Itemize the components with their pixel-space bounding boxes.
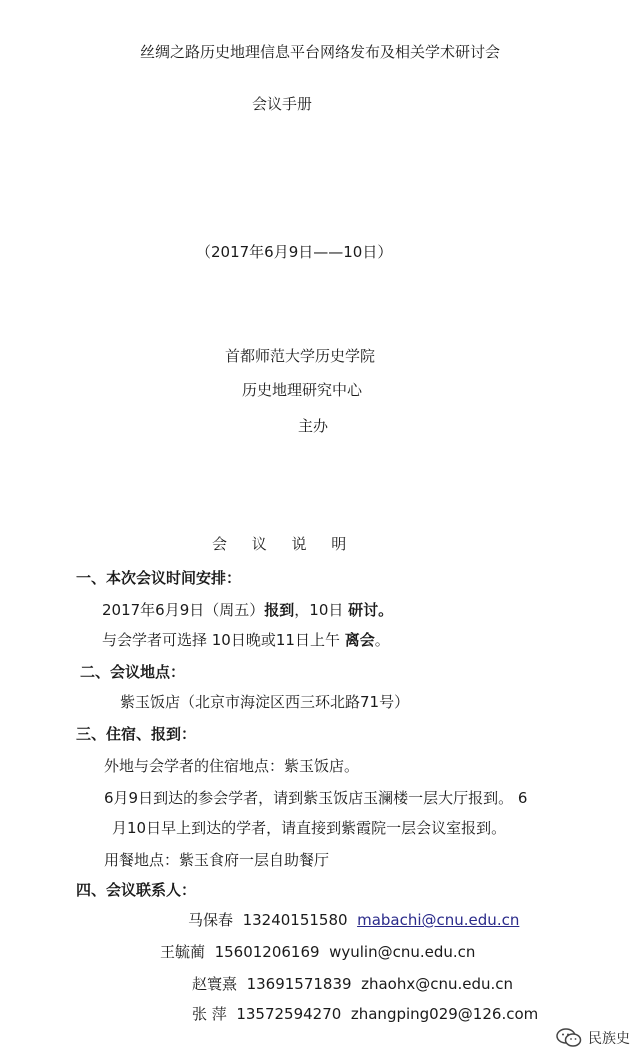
section-1-line-1 [102,600,393,620]
contact-name: 张 萍 [192,1005,227,1023]
contact-email-link[interactable]: mabachi@cnu.edu.cn [357,911,520,929]
contact-name: 赵寰熹 [192,975,238,993]
wechat-watermark [556,1028,630,1048]
contact-phone: 13572594270 [236,1005,342,1023]
registration-june-9: 6月9日到达的参会学者，请到紫玉饭店玉澜楼一层大厅报到。 6 [104,789,528,807]
contact-email: zhangping029@126.com [350,1005,539,1023]
section-1-line-2 [102,630,390,650]
watermark-label: 民族史 [588,1031,630,1047]
section-1-heading: 一、本次会议时间安排： [76,569,242,587]
document-subtitle: 会议手册 [252,95,313,113]
contact-email: zhaohx@cnu.edu.cn [361,975,514,993]
contact-row [192,1004,538,1024]
departure-options: 与会学者可选择 10日晚或11日上午 [102,631,345,649]
contact-phone: 13691571839 [246,975,352,993]
contact-name: 马保春 [188,911,234,929]
accommodation-line: 外地与会学者的住宿地点：紫玉饭店。 [104,757,360,775]
contact-row [188,910,519,930]
venue-address: 紫玉饭店（北京市海淀区西三环北路71号） [120,693,410,711]
contact-row [192,974,513,994]
contact-name: 王毓蔺 [160,943,206,961]
registration-june-10: 月10日早上到达的学者，请直接到紫霞院一层会议室报到。 [112,819,507,837]
contact-email: wyulin@cnu.edu.cn [329,943,476,961]
dining-location: 用餐地点：紫玉食府一层自助餐厅 [104,851,330,869]
wechat-icon [556,1028,582,1048]
schedule-day-10: ，10日 [294,601,349,619]
document-title: 丝绸之路历史地理信息平台网络发布及相关学术研讨会 [139,43,500,61]
departure-label: 离会 [344,631,375,649]
organizer-line-2: 历史地理研究中心 [242,381,363,399]
section-2-heading: 二、会议地点： [80,663,186,681]
contact-row [160,942,475,962]
organizer-line-1: 首都师范大学历史学院 [225,347,376,365]
organizer-line-3: 主办 [298,417,329,435]
schedule-date: 2017年6月9日（周五） [102,601,265,619]
notes-title: 会 议 说 明 [212,535,357,553]
departure-period: 。 [374,631,390,649]
registration-label: 报到 [264,601,295,619]
contact-phone: 15601206169 [214,943,320,961]
contact-phone: 13240151580 [242,911,348,929]
section-4-heading: 四、会议联系人： [76,881,197,899]
conference-date: （2017年6月9日——10日） [196,243,393,261]
discussion-label: 研讨。 [348,601,394,619]
section-3-heading: 三、住宿、报到： [76,725,197,743]
